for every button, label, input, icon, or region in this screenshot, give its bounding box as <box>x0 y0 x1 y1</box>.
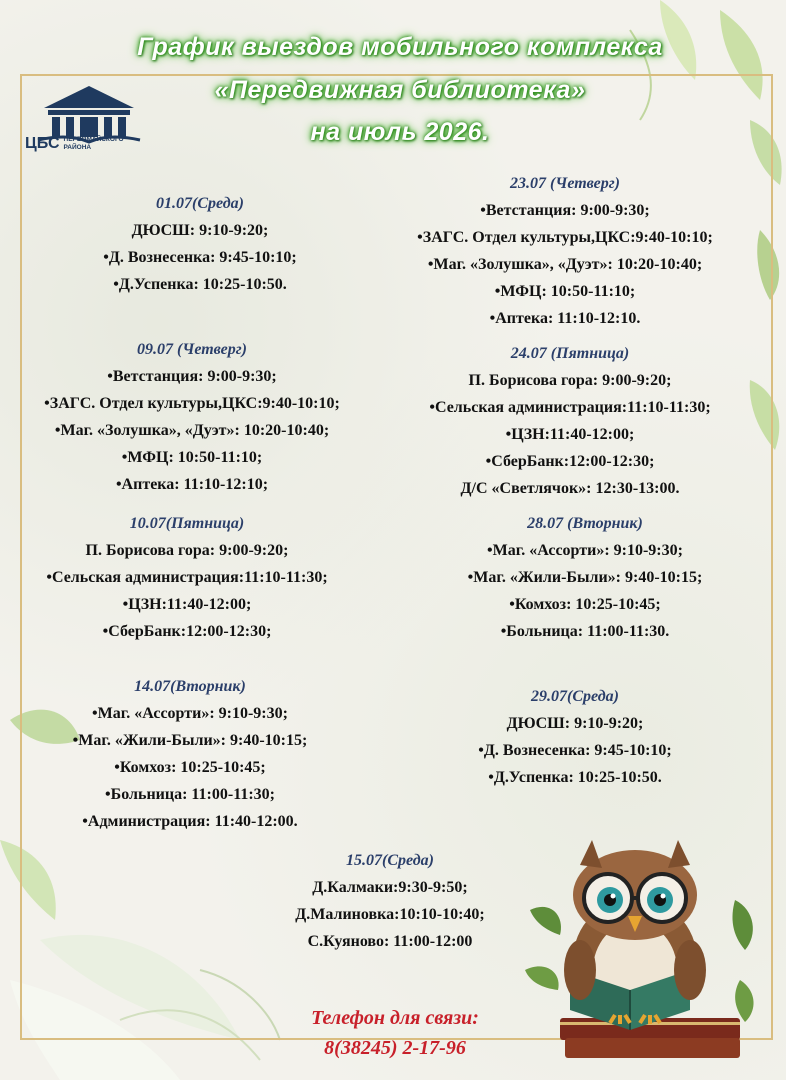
schedule-stop: •ЦЗН:11:40-12:00; <box>505 426 635 443</box>
schedule-stop: •МФЦ: 10:50-11:10; <box>121 449 263 466</box>
schedule-stop: •СберБанк:12:00-12:30; <box>102 623 272 640</box>
schedule-stop: Д.Калмаки:9:30-9:50; <box>312 879 468 896</box>
schedule-block-29-07 <box>415 684 735 791</box>
schedule-block-23-07 <box>385 171 745 332</box>
schedule-block-15-07 <box>240 848 540 955</box>
contact-phone: 8(38245) 2-17-96 <box>324 1037 466 1059</box>
schedule-stop: П. Борисова гора: 9:00-9:20; <box>468 372 672 389</box>
schedule-stop: •Сельская администрация:11:10-11:30; <box>429 399 711 416</box>
schedule-stop: •Администрация: 11:40-12:00. <box>82 813 298 830</box>
title-line-3: на июль 2026. <box>310 118 490 146</box>
schedule-date: 29.07(Среда) <box>531 688 619 705</box>
schedule-stop: •Комхоз: 10:25-10:45; <box>114 759 266 776</box>
logo-sub-line-2: РАЙОНА <box>63 144 92 151</box>
schedule-stop: •ЗАГС. Отдел культуры,ЦКС:9:40-10:10; <box>44 395 340 412</box>
schedule-date: 15.07(Среда) <box>346 852 434 869</box>
schedule-stop: •Маг. «Ассорти»: 9:10-9:30; <box>487 542 683 559</box>
schedule-stop: •Комхоз: 10:25-10:45; <box>509 596 661 613</box>
contact-label: Телефон для связи: <box>311 1007 479 1029</box>
schedule-date: 10.07(Пятница) <box>129 515 245 532</box>
logo-caption <box>25 135 124 153</box>
title-line-1: График выездов мобильного комплекса <box>137 33 663 61</box>
schedule-stop: •СберБанк:12:00-12:30; <box>485 453 655 470</box>
schedule-block-28-07 <box>415 511 755 645</box>
schedule-date: 28.07 (Вторник) <box>527 515 643 532</box>
schedule-stop: •Аптека: 11:10-12:10; <box>115 476 269 493</box>
schedule-stop: •Ветстанция: 9:00-9:30; <box>480 202 650 219</box>
logo-subtitle <box>64 136 124 152</box>
owl-with-book-illustration-icon <box>520 840 760 1065</box>
schedule-block-01-07 <box>40 191 360 298</box>
schedule-date: 23.07 (Четверг) <box>510 175 620 192</box>
schedule-date: 14.07(Вторник) <box>134 678 246 695</box>
schedule-stop: С.Куяново: 11:00-12:00 <box>307 933 473 950</box>
schedule-stop: •Д. Вознесенка: 9:45-10:10; <box>103 249 297 266</box>
schedule-stop: •Д. Вознесенка: 9:45-10:10; <box>478 742 672 759</box>
schedule-block-14-07 <box>20 674 360 835</box>
schedule-stop: Д/С «Светлячок»: 12:30-13:00. <box>460 480 680 497</box>
schedule-stop: •Аптека: 11:10-12:10. <box>489 310 641 327</box>
schedule-block-09-07 <box>12 337 372 498</box>
schedule-stop: •Маг. «Жили-Были»: 9:40-10:15; <box>72 732 308 749</box>
schedule-stop: •ЦЗН:11:40-12:00; <box>122 596 252 613</box>
schedule-stop: •Маг. «Ассорти»: 9:10-9:30; <box>92 705 288 722</box>
contact-info <box>270 1003 520 1063</box>
schedule-stop: •Сельская администрация:11:10-11:30; <box>46 569 328 586</box>
schedule-block-24-07 <box>390 341 750 502</box>
schedule-stop: •Маг. «Золушка», «Дуэт»: 10:20-10:40; <box>54 422 330 439</box>
schedule-stop: ДЮСШ: 9:10-9:20; <box>131 222 269 239</box>
schedule-stop: •Д.Успенка: 10:25-10:50. <box>488 769 662 786</box>
schedule-date: 01.07(Среда) <box>156 195 244 212</box>
schedule-stop: •Больница: 11:00-11:30. <box>500 623 670 640</box>
schedule-stop: •Маг. «Золушка», «Дуэт»: 10:20-10:40; <box>427 256 703 273</box>
schedule-stop: •Маг. «Жили-Были»: 9:40-10:15; <box>467 569 703 586</box>
schedule-date: 09.07 (Четверг) <box>137 341 247 358</box>
schedule-stop: ДЮСШ: 9:10-9:20; <box>506 715 644 732</box>
logo-sub-line-1: ПЕРВОМАЙСКОГО <box>63 136 124 143</box>
schedule-stop: •Больница: 11:00-11:30; <box>105 786 275 803</box>
schedule-stop: •ЗАГС. Отдел культуры,ЦКС:9:40-10:10; <box>417 229 713 246</box>
schedule-stop: •Д.Успенка: 10:25-10:50. <box>113 276 287 293</box>
title-line-2: «Передвижная библиотека» <box>214 76 586 104</box>
schedule-stop: Д.Малиновка:10:10-10:40; <box>295 906 485 923</box>
schedule-stop: П. Борисова гора: 9:00-9:20; <box>85 542 289 559</box>
logo-abbr: ЦБС <box>25 135 60 152</box>
schedule-stop: •Ветстанция: 9:00-9:30; <box>107 368 277 385</box>
schedule-date: 24.07 (Пятница) <box>510 345 630 362</box>
schedule-stop: •МФЦ: 10:50-11:10; <box>494 283 636 300</box>
schedule-block-10-07 <box>12 511 362 645</box>
